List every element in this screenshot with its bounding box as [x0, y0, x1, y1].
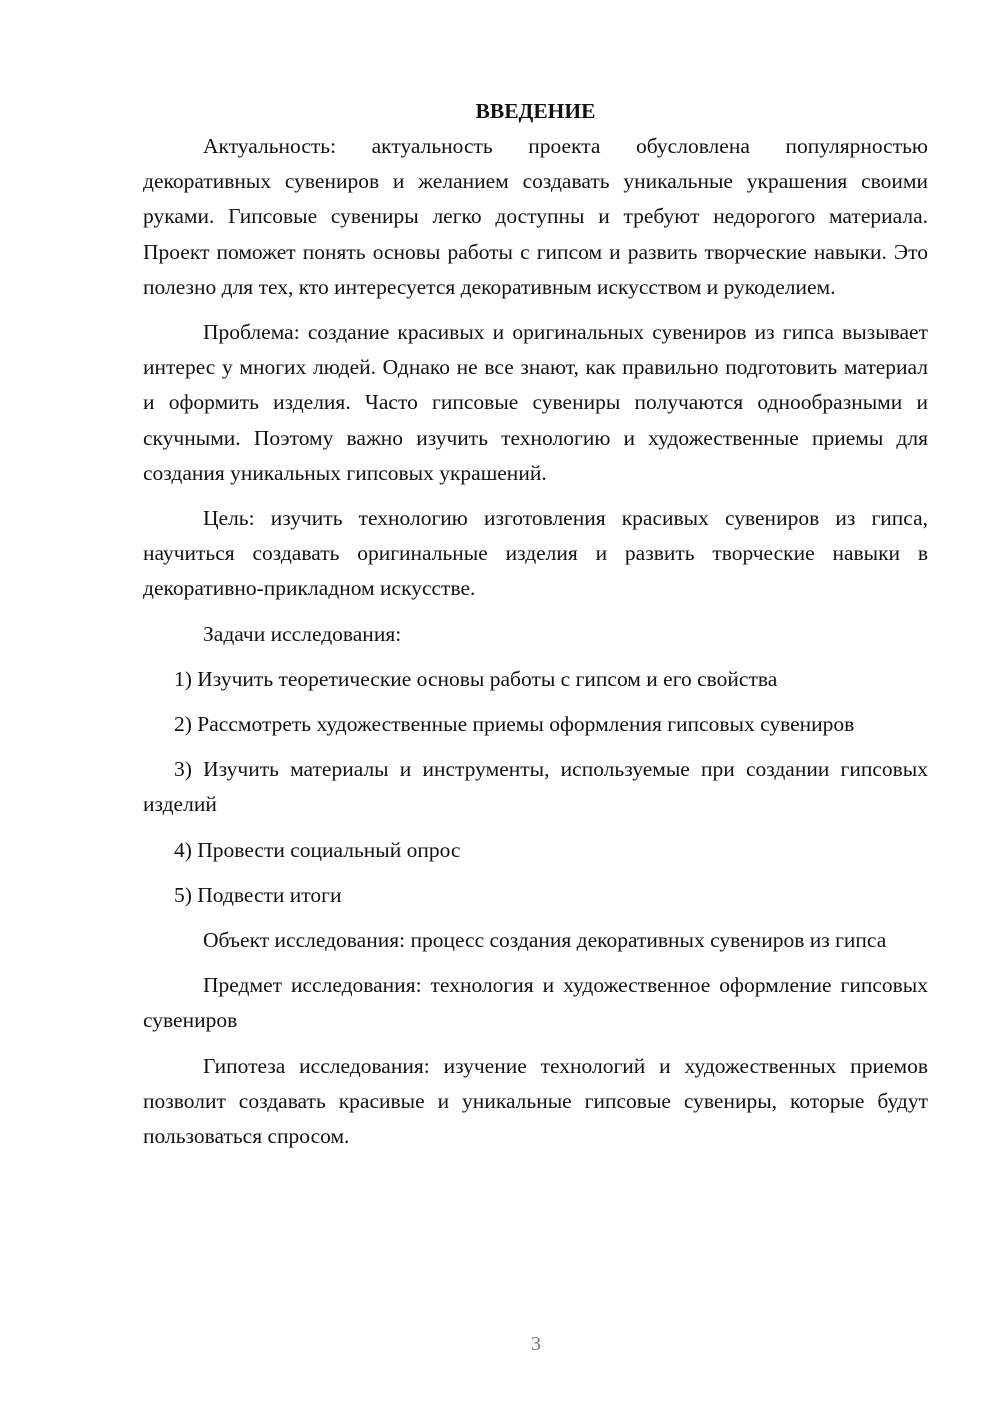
paragraph-tasks-heading: Задачи исследования: [203, 621, 402, 646]
list-item: 1) Изучить теоретические основы работы с гипсом и его свойства [174, 666, 778, 691]
paragraph-hypothesis: Гипотеза исследования: изучение технологий и художественных приемов позволит создавать красивые и уникальные гипсовые сувениры, которые будут пользоваться спросом. [143, 1053, 928, 1149]
list-item: 4) Провести социальный опрос [174, 837, 461, 862]
document-body [143, 94, 928, 1164]
paragraph-object: Объект исследования: процесс создания декоративных сувениров из гипса [203, 928, 887, 953]
paragraph-relevance: Актуальность: актуальность проекта обусловлена популярностью декоративных сувениров и желанием создавать уникальные украшения своими руками. Гипсовые сувениры легко доступны и требуют недорогого материала. Проект поможет понять основы работы с гипсом и развить творческие навыки. Это полезно для тех, кто интересуется декоративным искусством и рукоделием. [143, 134, 928, 299]
page-title: ВВЕДЕНИЕ [475, 99, 596, 123]
list-item: 5) Подвести итоги [174, 882, 342, 907]
paragraph-goal: Цель: изучить технологию изготовления красивых сувениров из гипса, научиться создавать оригинальные изделия и развить творческие навыки в декоративно-прикладном искусстве. [143, 506, 928, 601]
list-item: 2) Рассмотреть художественные приемы оформления гипсовых сувениров [174, 712, 855, 737]
paragraph-problem: Проблема: создание красивых и оригинальных сувениров из гипса вызывает интерес у многих людей. Однако не все знают, как правильно подготовить материал и оформить изделия. Часто гипсовые сувениры получаются однообразными и скучными. Поэтому важно изучить технологию и художественные приемы для создания уникальных гипсовых украшений. [143, 320, 928, 485]
paragraph-subject: Предмет исследования: технология и художественное оформление гипсовых сувениров [143, 973, 928, 1033]
list-item: 3) Изучить материалы и инструменты, используемые при создании гипсовых изделий [143, 757, 928, 817]
page-number: 3 [531, 1333, 541, 1355]
